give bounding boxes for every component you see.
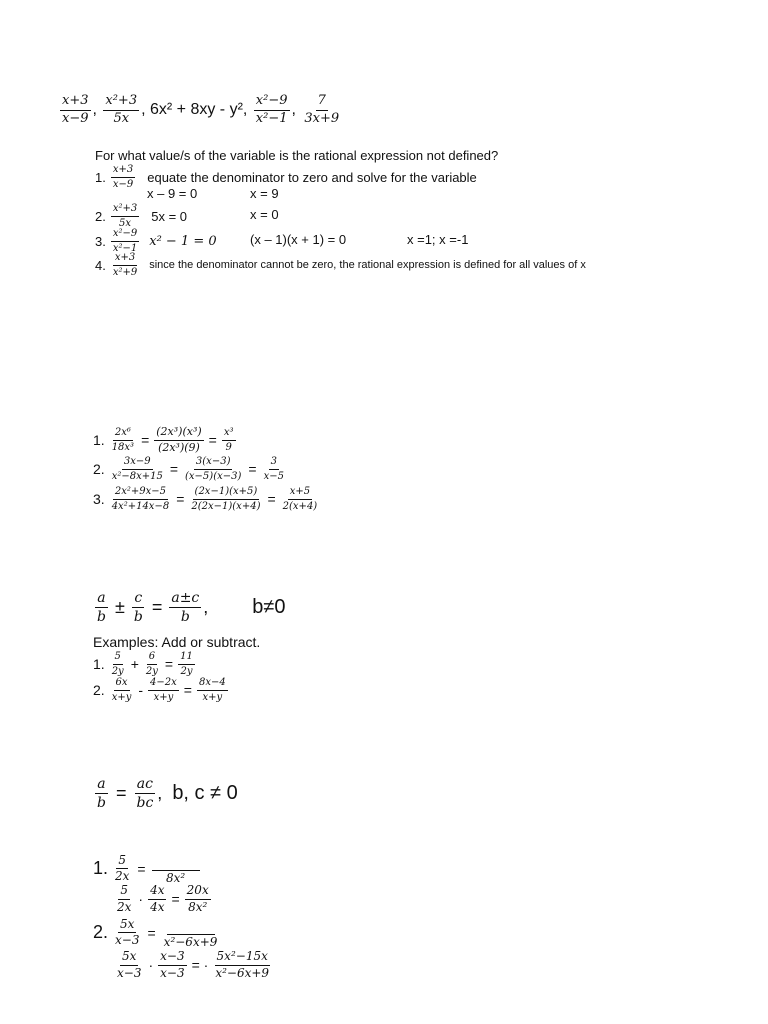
question-text: For what value/s of the variable is the rational expression not defined?	[95, 148, 499, 163]
fraction: $\frac{11}{2y}$	[180, 651, 193, 677]
fraction: 5x x−3	[117, 949, 142, 980]
fraction: $\frac{a}{b}$	[97, 776, 106, 812]
fraction: $\frac{(2x-1)(x+5)}{2(2x-1)(x+4)}$	[191, 486, 261, 512]
fraction: $\frac{ac}{bc}$	[136, 776, 154, 812]
fraction: $\frac{3x-9}{\text{x²−8x+15}}$	[111, 456, 163, 482]
subtract-example-2: 2. 6x x+y - $\frac{4-2x}{x+y}$ = $\frac{8x-4}{x+y}$	[93, 677, 226, 703]
equiv-work-1: 5 2x · $\frac{4x}{4x}$ = $\frac{20x}{\text{8x²}}$	[117, 883, 209, 914]
fraction: $\frac{c}{b}$	[133, 590, 143, 626]
fraction: 5x²−15x x²−6x+9	[215, 949, 270, 980]
polynomial: 6x² + 8xy - y²	[150, 101, 243, 119]
explanation-text: since the denominator cannot be zero, the rational expression is defined for all values of x	[149, 259, 586, 271]
fraction: $\frac{20x}{\text{8x²}}$	[186, 883, 209, 914]
fraction: $\frac{5}{2x}$	[115, 852, 130, 884]
equation: x² − 1 = 0	[149, 233, 217, 249]
defined-item-4: 4. x+3 x²+9 since the denominator cannot be zero, the rational expression is defined for all values of x	[95, 252, 586, 278]
factored-equation: (x – 1)(x + 1) = 0	[250, 232, 347, 247]
fraction: x²−9 x²−1	[112, 228, 138, 254]
fraction: x²−9 x²−1	[255, 93, 288, 126]
fraction: x+3 x−9	[62, 93, 89, 126]
addition-rule: a b ± $\frac{c}{b}$ = $\frac{a\pm c}{b}$ , b≠0	[97, 590, 286, 626]
simplify-item-2: 2. $\frac{3x-9}{\text{x²−8x+15}}$ = $\frac{3(x-3)}{(x-5)(x-3)}$ = $\frac{3}{x-5}$	[93, 456, 284, 482]
blank-fraction: 8x²	[152, 852, 200, 886]
fraction: x+3 x²+9	[112, 252, 138, 278]
fraction: $\frac{3(x-3)}{(x-5)(x-3)}$	[185, 456, 242, 482]
fraction: x²+3 5x	[105, 93, 138, 126]
equivalence-rule: $\frac{a}{b}$ = $\frac{ac}{bc}$ , b, c ≠ 0	[97, 776, 238, 812]
fraction: $\frac{\text{x³}}{9}$	[223, 427, 234, 453]
add-example-1: 1. 5 2y + $\frac{6}{2y}$ = $\frac{11}{2y}$	[93, 651, 193, 677]
equiv-work-2: 5x x−3 · $\frac{x-3}{x-3}$ = · 5x²−15x x²−6x+9	[117, 949, 270, 980]
simplify-item-3: 3. $\frac{\text{2x²+9x−5}}{\text{4x²+14x−8}}$ = $\frac{(2x-1)(x+5)}{2(2x-1)(x+4)}$ = $\frac{x+5}{2(x+4)}$	[93, 486, 318, 512]
condition: b≠0	[252, 596, 286, 619]
equiv-example-2: 2. $\frac{5x}{x-3}$ = x²−6x+9	[93, 916, 218, 949]
fraction: 6x x+y	[111, 677, 132, 703]
fraction: $\frac{\text{2x⁶}}{\text{18x³}}$	[111, 427, 135, 453]
fraction: 5 2x	[117, 883, 132, 914]
fraction: 5 2y	[111, 651, 124, 677]
fraction: $\frac{6}{2y}$	[145, 651, 158, 677]
fraction: $\frac{5x}{x-3}$	[115, 916, 140, 948]
fraction: $\frac{8x-4}{x+y}$	[198, 677, 226, 703]
instruction-text: equate the denominator to zero and solve for the variable	[147, 169, 477, 185]
condition: b, c ≠ 0	[172, 782, 238, 805]
examples-label: Examples: Add or subtract.	[93, 634, 261, 650]
fraction: $\frac{4-2x}{x+y}$	[150, 677, 177, 703]
equiv-example-1: 1. $\frac{5}{2x}$ = 8x²	[93, 852, 202, 886]
solution: x =1; x =-1	[407, 232, 469, 247]
fraction: a b	[97, 590, 106, 626]
fraction: $\frac{\text{2x²+9x−5}}{\text{4x²+14x−8}}$	[111, 486, 170, 512]
fraction: $\frac{x-3}{x-3}$	[160, 949, 185, 980]
fraction: $\frac{a\pm c}{b}$	[171, 590, 200, 626]
fraction: $\frac{\text{(2x³)(x³)}}{\text{(2x³)(9)}}$	[156, 425, 202, 454]
fraction: $\frac{3}{x-5}$	[263, 456, 284, 482]
equation: x – 9 = 0	[147, 186, 198, 201]
defined-item-3: 3. x²−9 x²−1 x² − 1 = 0	[95, 228, 217, 254]
solution: x = 0	[250, 207, 279, 222]
simplify-item-1: 1. $\frac{\text{2x⁶}}{\text{18x³}}$ = $\frac{\text{(2x³)(x³)}}{\text{(2x³)(9)}}$ = $\frac{\text{x³}}{9}$	[93, 425, 234, 454]
fraction: x²+3 5x	[112, 203, 138, 229]
expressions-line: x+3 x−9 , x²+3 5x , 6x² + 8xy - y² , x²−9 x²−1 , 7 3x+9	[62, 93, 340, 126]
defined-item-1: 1. x+3 x−9 equate the denominator to zero and solve for the variable	[95, 164, 477, 190]
defined-item-2: 2. x²+3 5x 5x = 0	[95, 203, 188, 229]
fraction: $\frac{x+5}{2(x+4)}$	[282, 486, 318, 512]
fraction: x+3 x−9	[112, 164, 134, 190]
equation: 5x = 0	[151, 208, 188, 224]
fraction: $\frac{4x}{4x}$	[150, 883, 165, 914]
fraction: 7 3x+9	[304, 93, 340, 126]
solution: x = 9	[250, 186, 279, 201]
blank-fraction: x²−6x+9	[162, 916, 220, 950]
